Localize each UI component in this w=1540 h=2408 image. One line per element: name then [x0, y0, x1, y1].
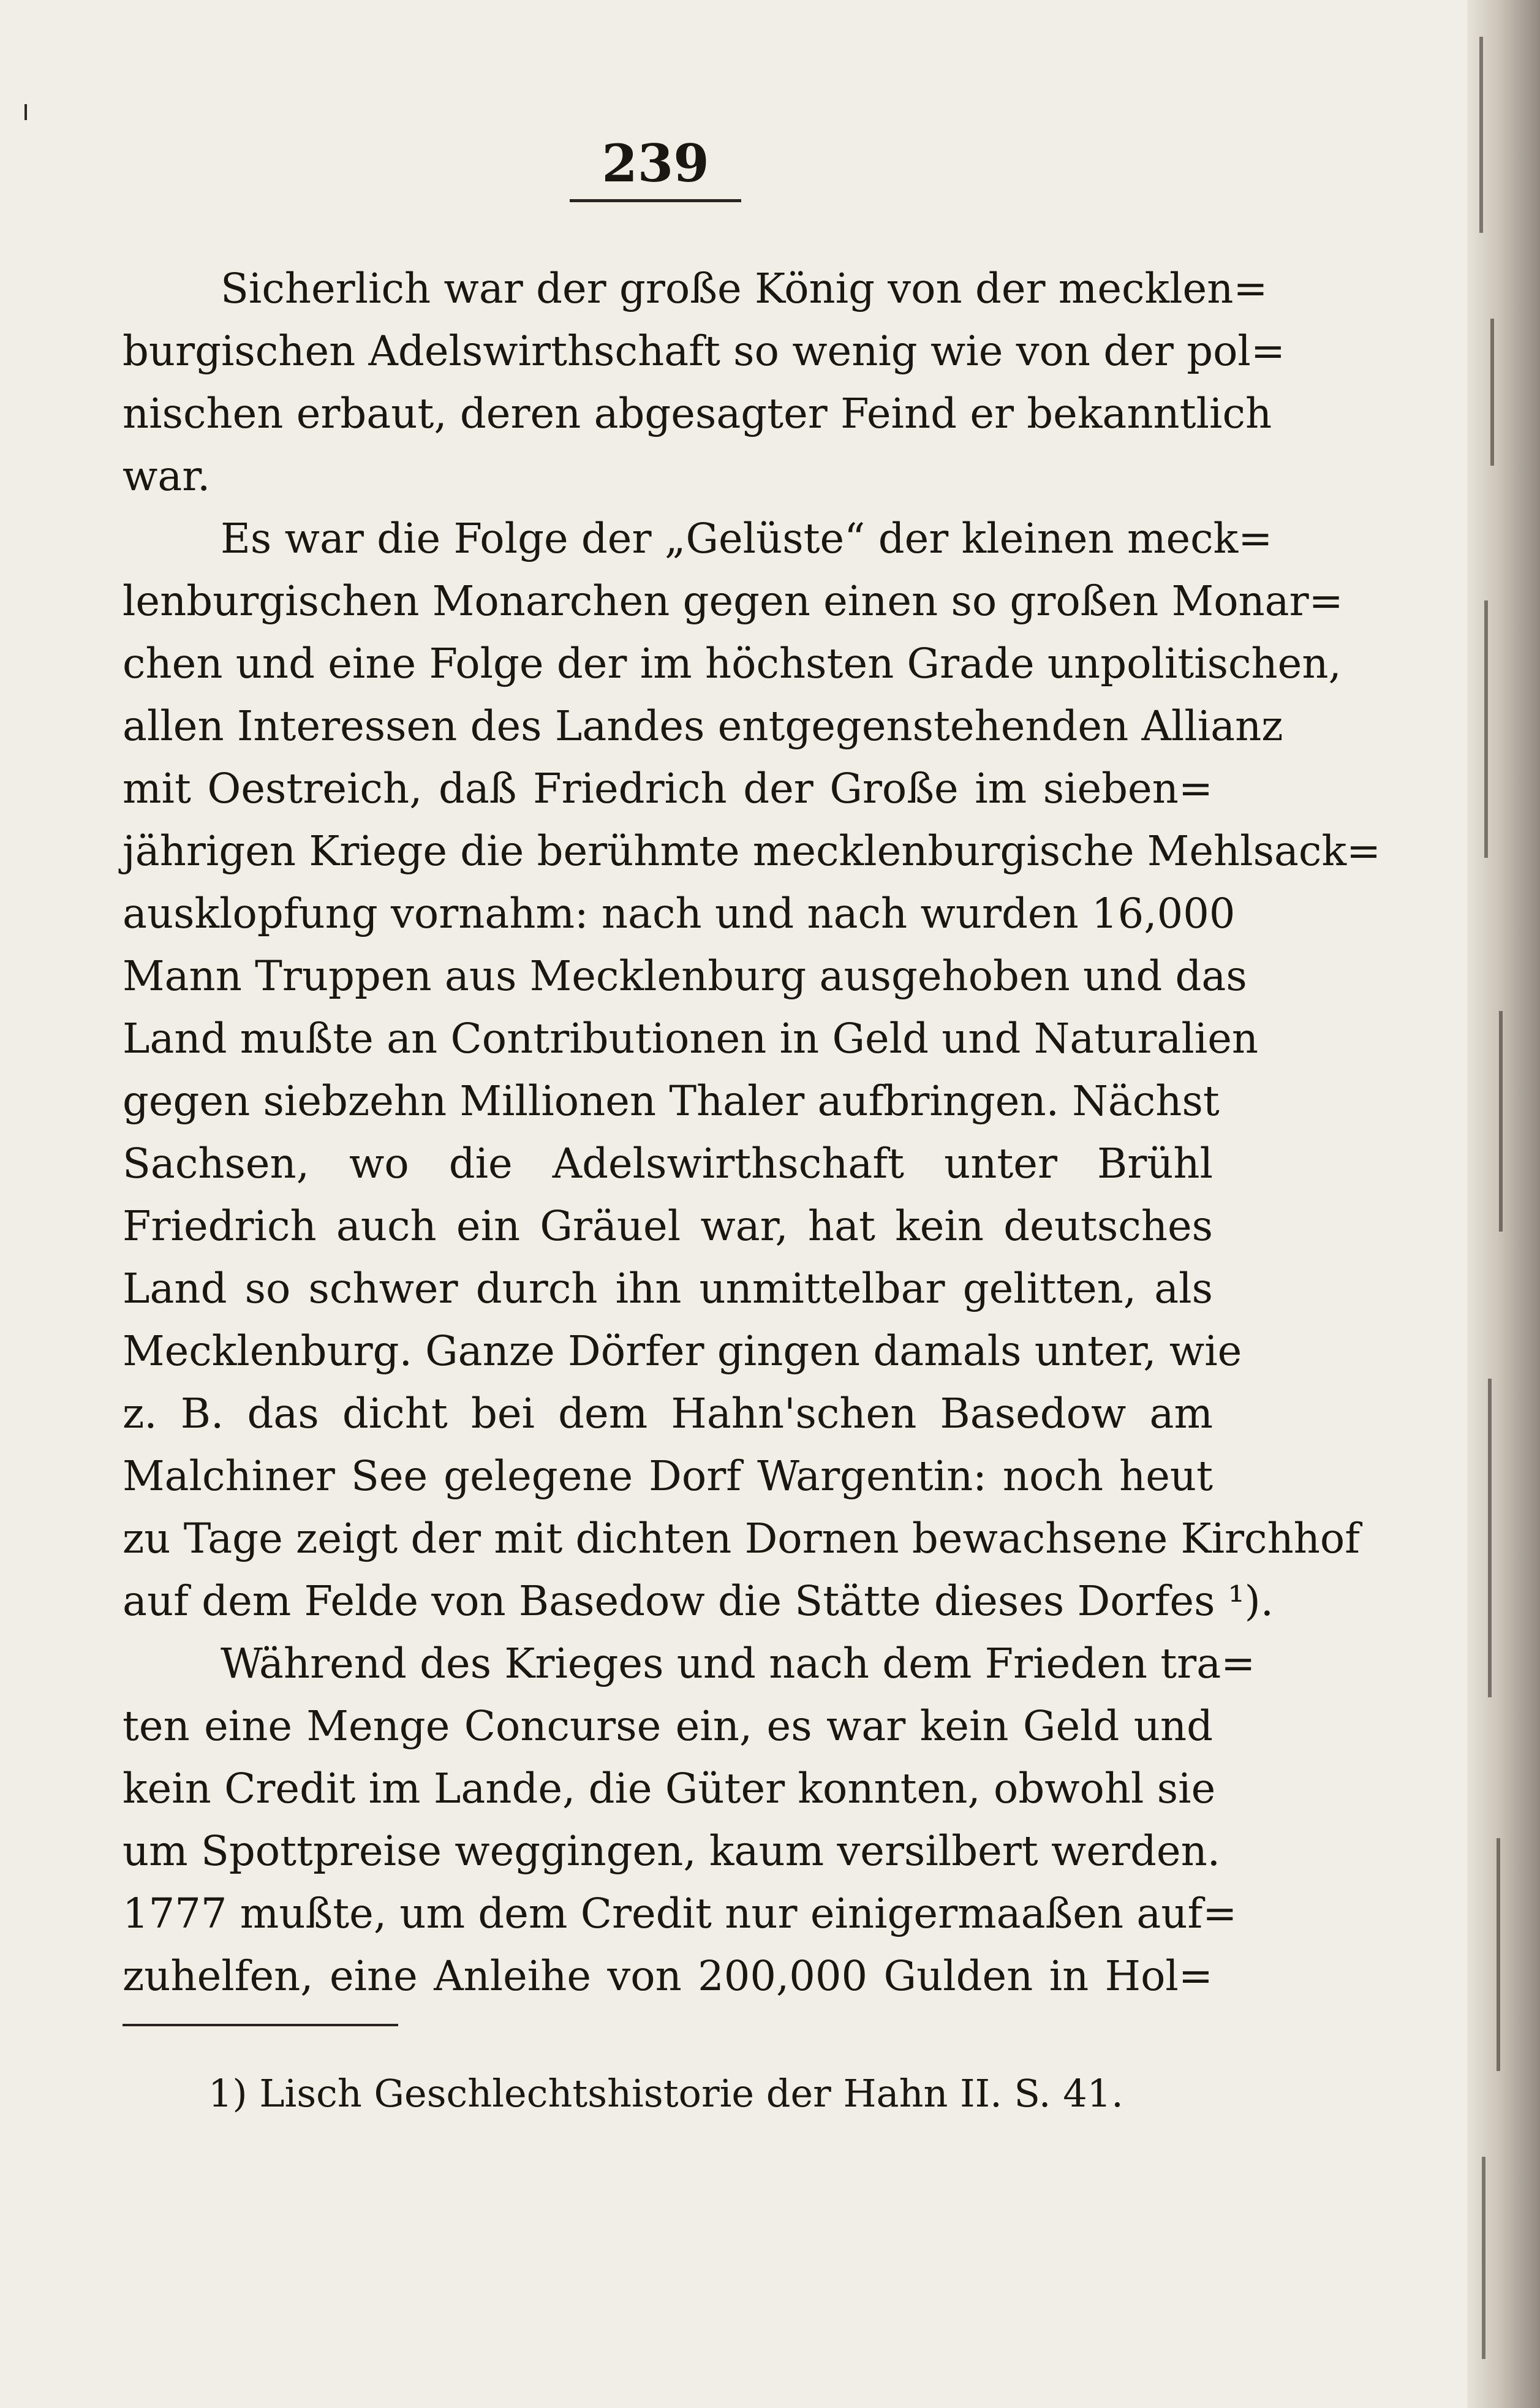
text-line-3: nischen erbaut, deren abgesagter Feind er bekanntlich: [123, 390, 1272, 437]
text-line-13: Land mußte an Contributionen in Geld und Naturalien: [123, 1015, 1259, 1062]
page-number: 239: [602, 133, 709, 194]
text-line-25: kein Credit im Lande, die Güter konnten, obwohl sie: [123, 1765, 1216, 1812]
margin-mark: [25, 104, 27, 120]
text-line-16: Friedrich auch ein Gräuel war, hat kein deutsches: [123, 1202, 1213, 1250]
footnote: 1) Lisch Geschlechtshistorie der Hahn II. S. 41.: [208, 2071, 1123, 2116]
footnote-rule: [123, 2024, 398, 2026]
text-line-10: jährigen Kriege die berühmte mecklenburgische Mehlsack=: [123, 827, 1381, 875]
text-line-9: mit Oestreich, daß Friedrich der Große im sieben=: [123, 765, 1213, 812]
text-line-4: war.: [123, 452, 211, 500]
text-line-6: lenburgischen Monarchen gegen einen so großen Monar=: [123, 577, 1343, 625]
text-line-26: um Spottpreise weggingen, kaum versilbert werden.: [123, 1827, 1221, 1875]
text-line-27: 1777 mußte, um dem Credit nur einigermaaßen auf=: [123, 1890, 1237, 1937]
header-rule: [570, 199, 741, 202]
text-line-17: Land so schwer durch ihn unmittelbar gelitten, als: [123, 1265, 1213, 1312]
text-line-5: Es war die Folge der „Gelüste“ der kleinen meck=: [221, 515, 1273, 562]
text-line-12: Mann Truppen aus Mecklenburg ausgehoben und das: [123, 952, 1247, 1000]
text-line-20: Malchiner See gelegene Dorf Wargentin: noch heut: [123, 1452, 1213, 1500]
text-line-2: burgischen Adelswirthschaft so wenig wie von der pol=: [123, 327, 1285, 375]
page-edge-shadow: [1467, 0, 1540, 2408]
text-line-11: ausklopfung vornahm: nach und nach wurden 16,000: [123, 890, 1236, 937]
text-line-28: zuhelfen, eine Anleihe von 200,000 Gulden in Hol=: [123, 1952, 1213, 2000]
text-line-7: chen und eine Folge der im höchsten Grade unpolitischen,: [123, 640, 1342, 687]
text-line-1: Sicherlich war der große König von der mecklen=: [221, 265, 1268, 312]
text-line-14: gegen siebzehn Millionen Thaler aufbringen. Nächst: [123, 1077, 1220, 1125]
text-line-21: zu Tage zeigt der mit dichten Dornen bewachsene Kirchhof: [123, 1515, 1361, 1562]
text-line-24: ten eine Menge Concurse ein, es war kein Geld und: [123, 1702, 1213, 1750]
text-line-19: z. B. das dicht bei dem Hahn'schen Basedow am: [123, 1390, 1213, 1437]
text-line-15: Sachsen, wo die Adelswirthschaft unter Brühl: [123, 1140, 1213, 1187]
text-line-8: allen Interessen des Landes entgegenstehenden Allianz: [123, 702, 1283, 750]
text-line-18: Mecklenburg. Ganze Dörfer gingen damals unter, wie: [123, 1327, 1242, 1375]
text-line-23: Während des Krieges und nach dem Frieden tra=: [221, 1640, 1256, 1687]
text-line-22: auf dem Felde von Basedow die Stätte dieses Dorfes ¹).: [123, 1577, 1274, 1625]
body-text: [123, 257, 1381, 2007]
